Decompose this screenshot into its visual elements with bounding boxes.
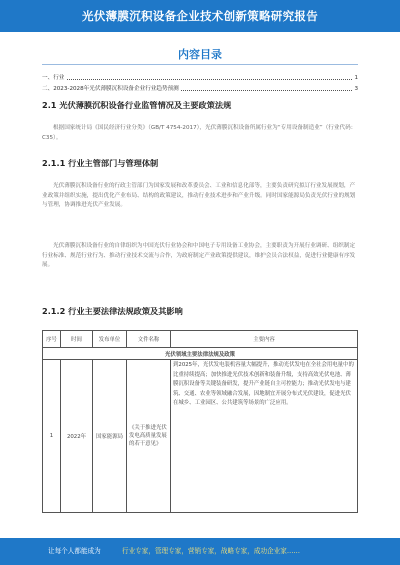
toc-leader [42,79,358,80]
cell-no: 1 [43,360,61,513]
section-2-1-2-heading: 2.1.2 行业主要法律法规政策及其影响 [42,306,183,316]
section-2-1-text: 根据国家统计局《国民经济行业分类》（GB/T 4754-2017），光伏薄膜沉积设备所属行业为“专用设备制造业”（行业代码：C35）。 [42,125,357,141]
table-header-content: 主要内容 [171,331,358,348]
cell-doc: 《关于推进光伏发电高质量发展的若干意见》 [127,360,171,513]
policy-table [42,330,358,513]
footer-bar [0,538,400,565]
report-title-banner: 光伏薄膜沉积设备企业技术创新策略研究报告 [0,0,400,32]
toc-item-label: 一、行业 [42,75,65,81]
table-header-dept: 发布单位 [93,331,127,348]
section-2-1-heading: 2.1 光伏薄膜沉积设备行业监管情况及主要政策法规 [42,100,232,110]
toc-item-page: 1 [354,75,358,81]
cell-dept: 国家能源局 [93,360,127,513]
toc-item-1[interactable] [42,73,358,83]
toc-item-page: 3 [354,86,358,92]
table-header-time: 时间 [61,331,93,348]
cell-content: 到2025年，光伏发电装机容量大幅提升，推动光伏发电在全社会用电量中的比重持续提高；加快推进光伏技术创新和装备升级，支持高效光伏电池、薄膜沉积设备等关键装备研发，提升产业链自主可控能力；推动光伏发电与建筑、交通、农业等领域融合发展，因地制宜开展分布式光伏建设，促进光伏在城乡、工业园区、公共建筑等场景的广泛应用。 [171,360,358,513]
toc-divider [42,64,358,65]
cell-time: 2022年 [61,360,93,513]
section-2-1-1-paragraph-2: 光伏薄膜沉积设备行业的自律组织为中国光伏行业协会和中国电子专用设备工业协会，主要职责为开展行业调研、组织制定行业标准、规范行业行为、推动行业技术交流与合作，为政府制定产业政策提供建议，维护会员合法权益，促进行业健康有序发展。 [42,243,356,269]
footer-right-text: 行业专家，管理专家，营销专家，战略专家，成功企业家…… [122,547,301,555]
footer-left-text: 让每个人都能成为 [48,547,101,555]
table-header-no: 序号 [43,331,61,348]
toc-item-2[interactable] [42,84,358,94]
section-2-1-1-paragraph-1: 光伏薄膜沉积设备行业的行政主管部门为国家发展和改革委员会、工业和信息化部等，主要负责研究拟订行业发展规划，产业政策并组织实施，提出优化产业布局、结构的政策建议，推动行业技术进步和产业升级。同时国家能源局负责光伏行业的规划与管理，协调推进光伏产业发展。 [42,183,356,209]
section-2-1-1-heading: 2.1.1 行业主管部门与管理体制 [42,158,159,168]
toc-title: 内容目录 [178,48,222,61]
table-row [43,360,358,513]
toc-item-label: 二、2023-2028年光伏薄膜沉积设备企业行业趋势预测 [42,86,179,92]
table-banner: 光伏领域主要法律法规及政策 [43,348,358,360]
table-header-doc: 文件名称 [127,331,171,348]
